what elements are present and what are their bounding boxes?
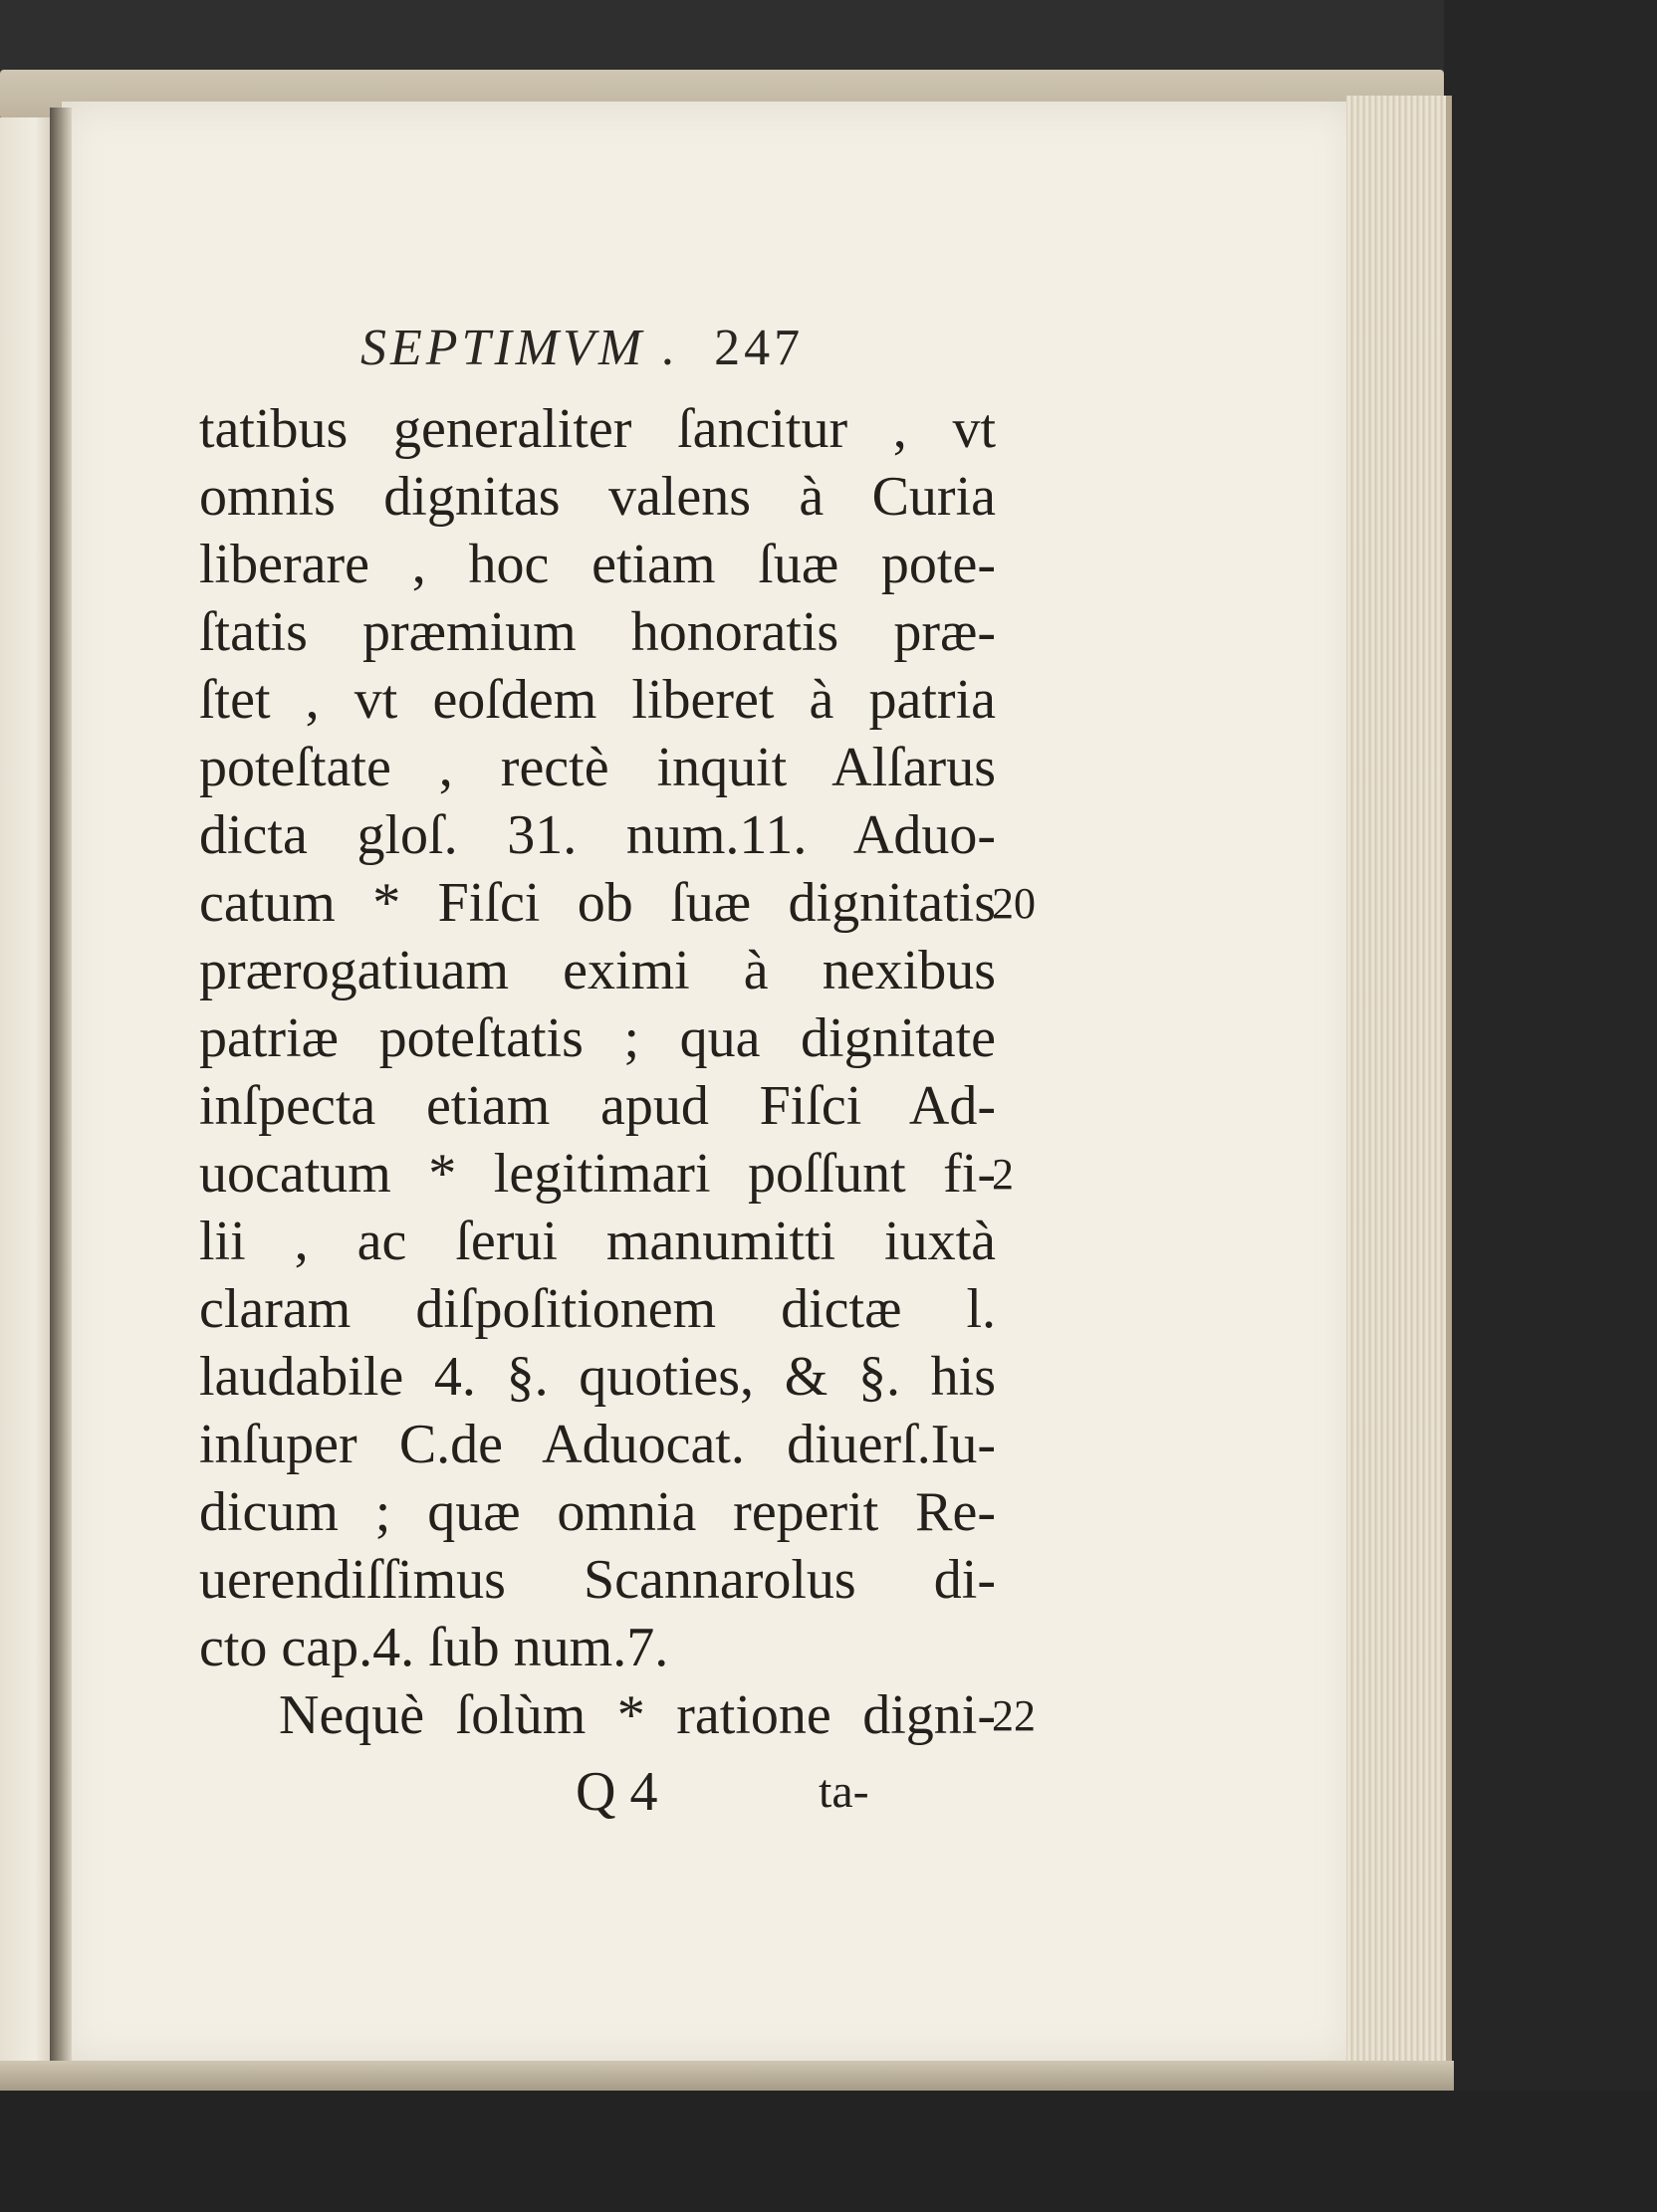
background-right bbox=[1444, 0, 1657, 2212]
text-line: claram diſpoſitionem dictæ l. bbox=[199, 1278, 996, 1340]
background-top bbox=[0, 0, 1657, 80]
margin-number: 22 bbox=[992, 1691, 1036, 1740]
margin-number: 20 bbox=[992, 879, 1036, 928]
text-line: omnis dignitas valens à Curia bbox=[199, 466, 996, 528]
text-line: ſtatis præmium honoratis præ- bbox=[199, 601, 996, 663]
background-bottom bbox=[0, 2091, 1657, 2212]
text-line: liberare , hoc etiam ſuæ pote- bbox=[199, 534, 996, 595]
text-line: ſtet , vt eoſdem liberet à patria bbox=[199, 669, 996, 731]
text-line: dicta gloſ. 31. num.11. Aduo- bbox=[199, 804, 996, 866]
page-edges bbox=[1346, 96, 1452, 2077]
text-line: cto cap.4. ſub num.7. bbox=[199, 1617, 669, 1678]
text-line: uerendiſſimus Scannarolus di- bbox=[199, 1549, 996, 1611]
text-line: tatibus generaliter ſancitur , vt bbox=[199, 398, 996, 460]
margin-number: 2 bbox=[992, 1150, 1014, 1199]
text-line: patriæ poteſtatis ; qua dignitate bbox=[199, 1007, 996, 1069]
text-line: laudabile 4. §. quoties, & §. his bbox=[199, 1346, 996, 1408]
text-line: inſuper C.de Aduocat. diuerſ.Iu- bbox=[199, 1414, 996, 1475]
text-line: dicum ; quæ omnia reperit Re- bbox=[199, 1481, 996, 1543]
text-line: poteſtate , rectè inquit Alſarus bbox=[199, 737, 996, 798]
text-line: catum * Fiſci ob ſuæ dignitatis bbox=[199, 872, 996, 934]
text-line: inſpecta etiam apud Fiſci Ad- bbox=[199, 1075, 996, 1137]
page-number: 247 bbox=[714, 320, 805, 376]
text-line: lii , ac ſerui manumitti iuxtà bbox=[199, 1211, 996, 1272]
book-gutter bbox=[50, 108, 72, 2079]
catchword: ta- bbox=[819, 1765, 869, 1818]
signature-mark: Q 4 bbox=[576, 1761, 658, 1823]
running-head-title: SEPTIMVM . bbox=[360, 320, 680, 376]
running-head bbox=[360, 319, 918, 398]
book-cover-bottom-edge bbox=[0, 2061, 1454, 2091]
text-line: Nequè ſolùm * ratione digni- bbox=[279, 1684, 996, 1746]
text-line: prærogatiuam eximi à nexibus bbox=[199, 940, 996, 1001]
text-line: uocatum * legitimari poſſunt fi- bbox=[199, 1143, 996, 1205]
